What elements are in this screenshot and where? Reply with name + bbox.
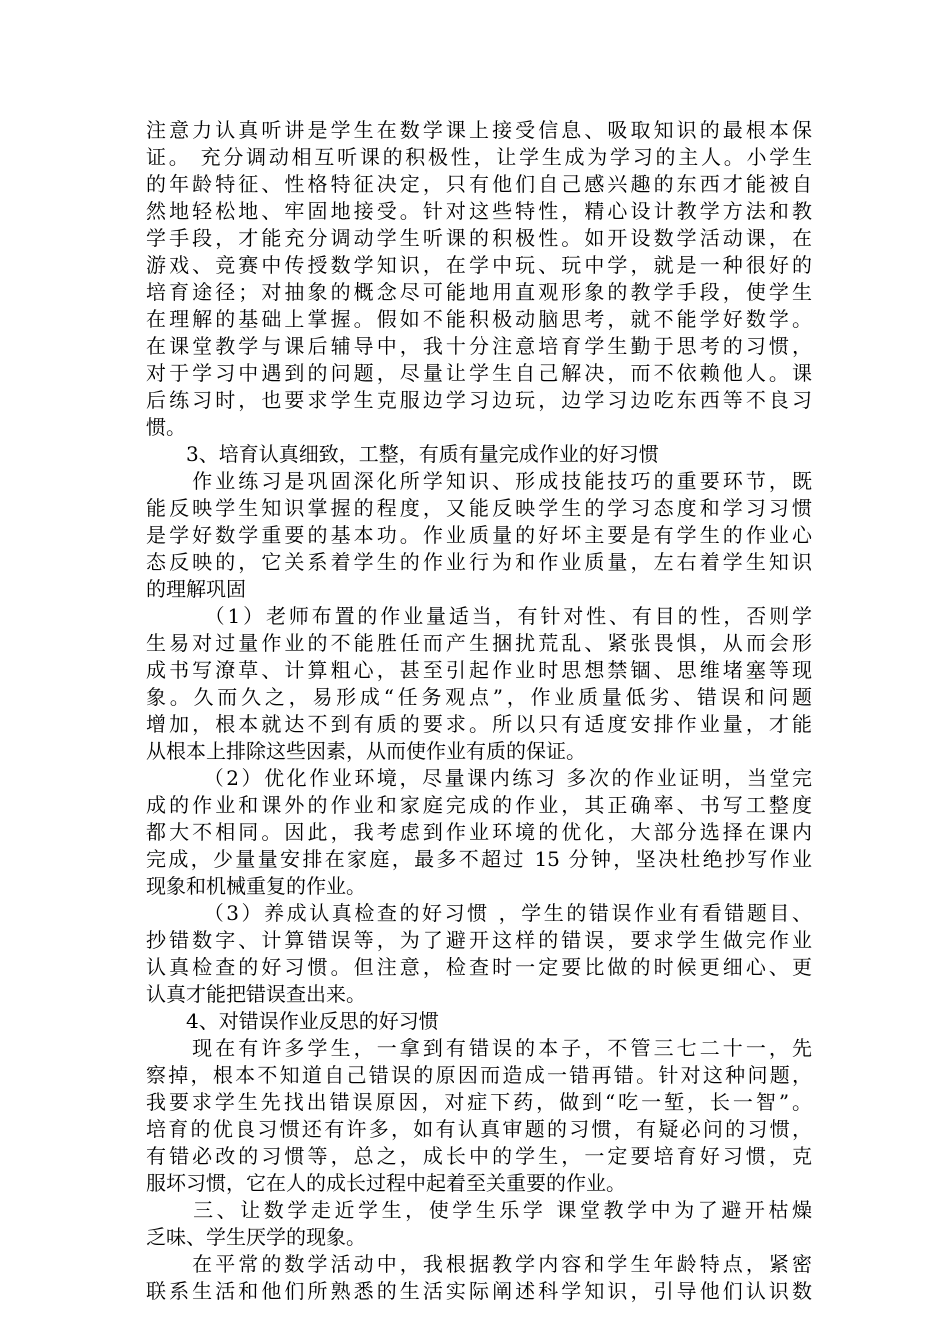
text-line: 能反映学生知识掌握的程度，又能反映学生的学习态度和学习习惯: [146, 496, 812, 520]
text-line: 我要求学生先找出错误原因，对症下药，做到“吃一堑，长一智”。: [146, 1090, 812, 1114]
text-line: 成的作业和课外的作业和家庭完成的作业，其正确率、书写工整度: [146, 793, 812, 817]
text-line: 在课堂教学与课后辅导中，我十分注意培育学生勤于思考的习惯，: [146, 334, 812, 358]
text-line: （2）优化作业环境，尽量课内练习 多次的作业证明，当堂完: [146, 766, 812, 790]
text-line: 4、对错误作业反思的好习惯: [146, 1009, 439, 1033]
text-line: 然地轻松地、牢固地接受。针对这些特性，精心设计教学方法和教: [146, 199, 812, 223]
text-line: 注意力认真听讲是学生在数学课上接受信息、吸取知识的最根本保: [146, 118, 812, 142]
text-line: 证。 充分调动相互听课的积极性，让学生成为学习的主人。小学生: [146, 145, 812, 169]
text-line: 生易对过量作业的不能胜任而产生捆扰荒乱、紧张畏惧，从而会形: [146, 631, 812, 655]
text-line: （3）养成认真检查的好习惯 ，学生的错误作业有看错题目、: [146, 901, 812, 925]
text-line: 联系生活和他们所熟悉的生活实际阐述科学知识，引导他们认识数: [146, 1279, 812, 1303]
text-line: 都大不相同。因此，我考虑到作业环境的优化，大部分选择在课内: [146, 820, 812, 844]
text-line: 现象和机械重复的作业。: [146, 874, 366, 898]
text-line: 对于学习中遇到的问题，尽量让学生自己解决，而不依赖他人。课: [146, 361, 812, 385]
text-line: 的年龄特征、性格特征决定，只有他们自己感兴趣的东西才能被自: [146, 172, 812, 196]
text-line: 增加，根本就达不到有质的要求。所以只有适度安排作业量，才能: [146, 712, 812, 736]
text-line: 是学好数学重要的基本功。作业质量的好坏主要是有学生的作业心: [146, 523, 812, 547]
text-line: 培育途径；对抽象的概念尽可能地用直观形象的教学手段，使学生: [146, 280, 812, 304]
text-line: 认真检查的好习惯。但注意，检查时一定要比做的时候更细心、更: [146, 955, 812, 979]
text-line: 态反映的，它关系着学生的作业行为和作业质量，左右着学生知识: [146, 550, 812, 574]
text-line: 惯。: [146, 415, 186, 439]
text-line: （1）老师布置的作业量适当，有针对性、有目的性，否则学: [146, 604, 812, 628]
text-line: 抄错数字、计算错误等，为了避开这样的错误，要求学生做完作业: [146, 928, 812, 952]
text-line: 3、培育认真细致，工整，有质有量完成作业的好习惯: [146, 442, 659, 466]
text-line: 从根本上排除这些因素，从而使作业有质的保证。: [146, 739, 586, 763]
text-line: 在平常的数学活动中，我根据教学内容和学生年龄特点，紧密: [146, 1252, 812, 1276]
text-line: 后练习时，也要求学生克服边学习边玩，边学习边吃东西等不良习: [146, 388, 812, 412]
text-line: 作业练习是巩固深化所学知识、形成技能技巧的重要环节，既: [146, 469, 812, 493]
text-line: 象。久而久之，易形成“任务观点”，作业质量低劣、错误和问题: [146, 685, 812, 709]
text-line: 的理解巩固: [146, 577, 246, 601]
document-body: [146, 117, 812, 1305]
text-line: 在理解的基础上掌握。假如不能积极动脑思考，就不能学好数学。: [146, 307, 812, 331]
text-line: 完成，少量量安排在家庭，最多不超过 15 分钟，坚决杜绝抄写作业: [146, 847, 812, 871]
text-line: 学手段，才能充分调动学生听课的积极性。如开设数学活动课，在: [146, 226, 812, 250]
text-line: 三、让数学走近学生，使学生乐学 课堂教学中为了避开枯燥: [146, 1198, 812, 1222]
text-line: 游戏、竞赛中传授数学知识，在学中玩、玩中学，就是一种很好的: [146, 253, 812, 277]
text-line: 现在有许多学生，一拿到有错误的本子，不管三七二十一，先: [146, 1036, 812, 1060]
text-line: 认真才能把错误查出来。: [146, 982, 366, 1006]
text-line: 成书写潦草、计算粗心，甚至引起作业时思想禁锢、思维堵塞等现: [146, 658, 812, 682]
text-line: 培育的优良习惯还有许多，如有认真审题的习惯，有疑必问的习惯，: [146, 1117, 812, 1141]
text-line: 乏味、学生厌学的现象。: [146, 1225, 366, 1249]
text-line: 有错必改的习惯等，总之，成长中的学生，一定要培育好习惯，克: [146, 1144, 812, 1168]
text-line: 服坏习惯，它在人的成长过程中起着至关重要的作业。: [146, 1171, 626, 1195]
text-line: 察掉，根本不知道自己错误的原因而造成一错再错。针对这种问题，: [146, 1063, 812, 1087]
